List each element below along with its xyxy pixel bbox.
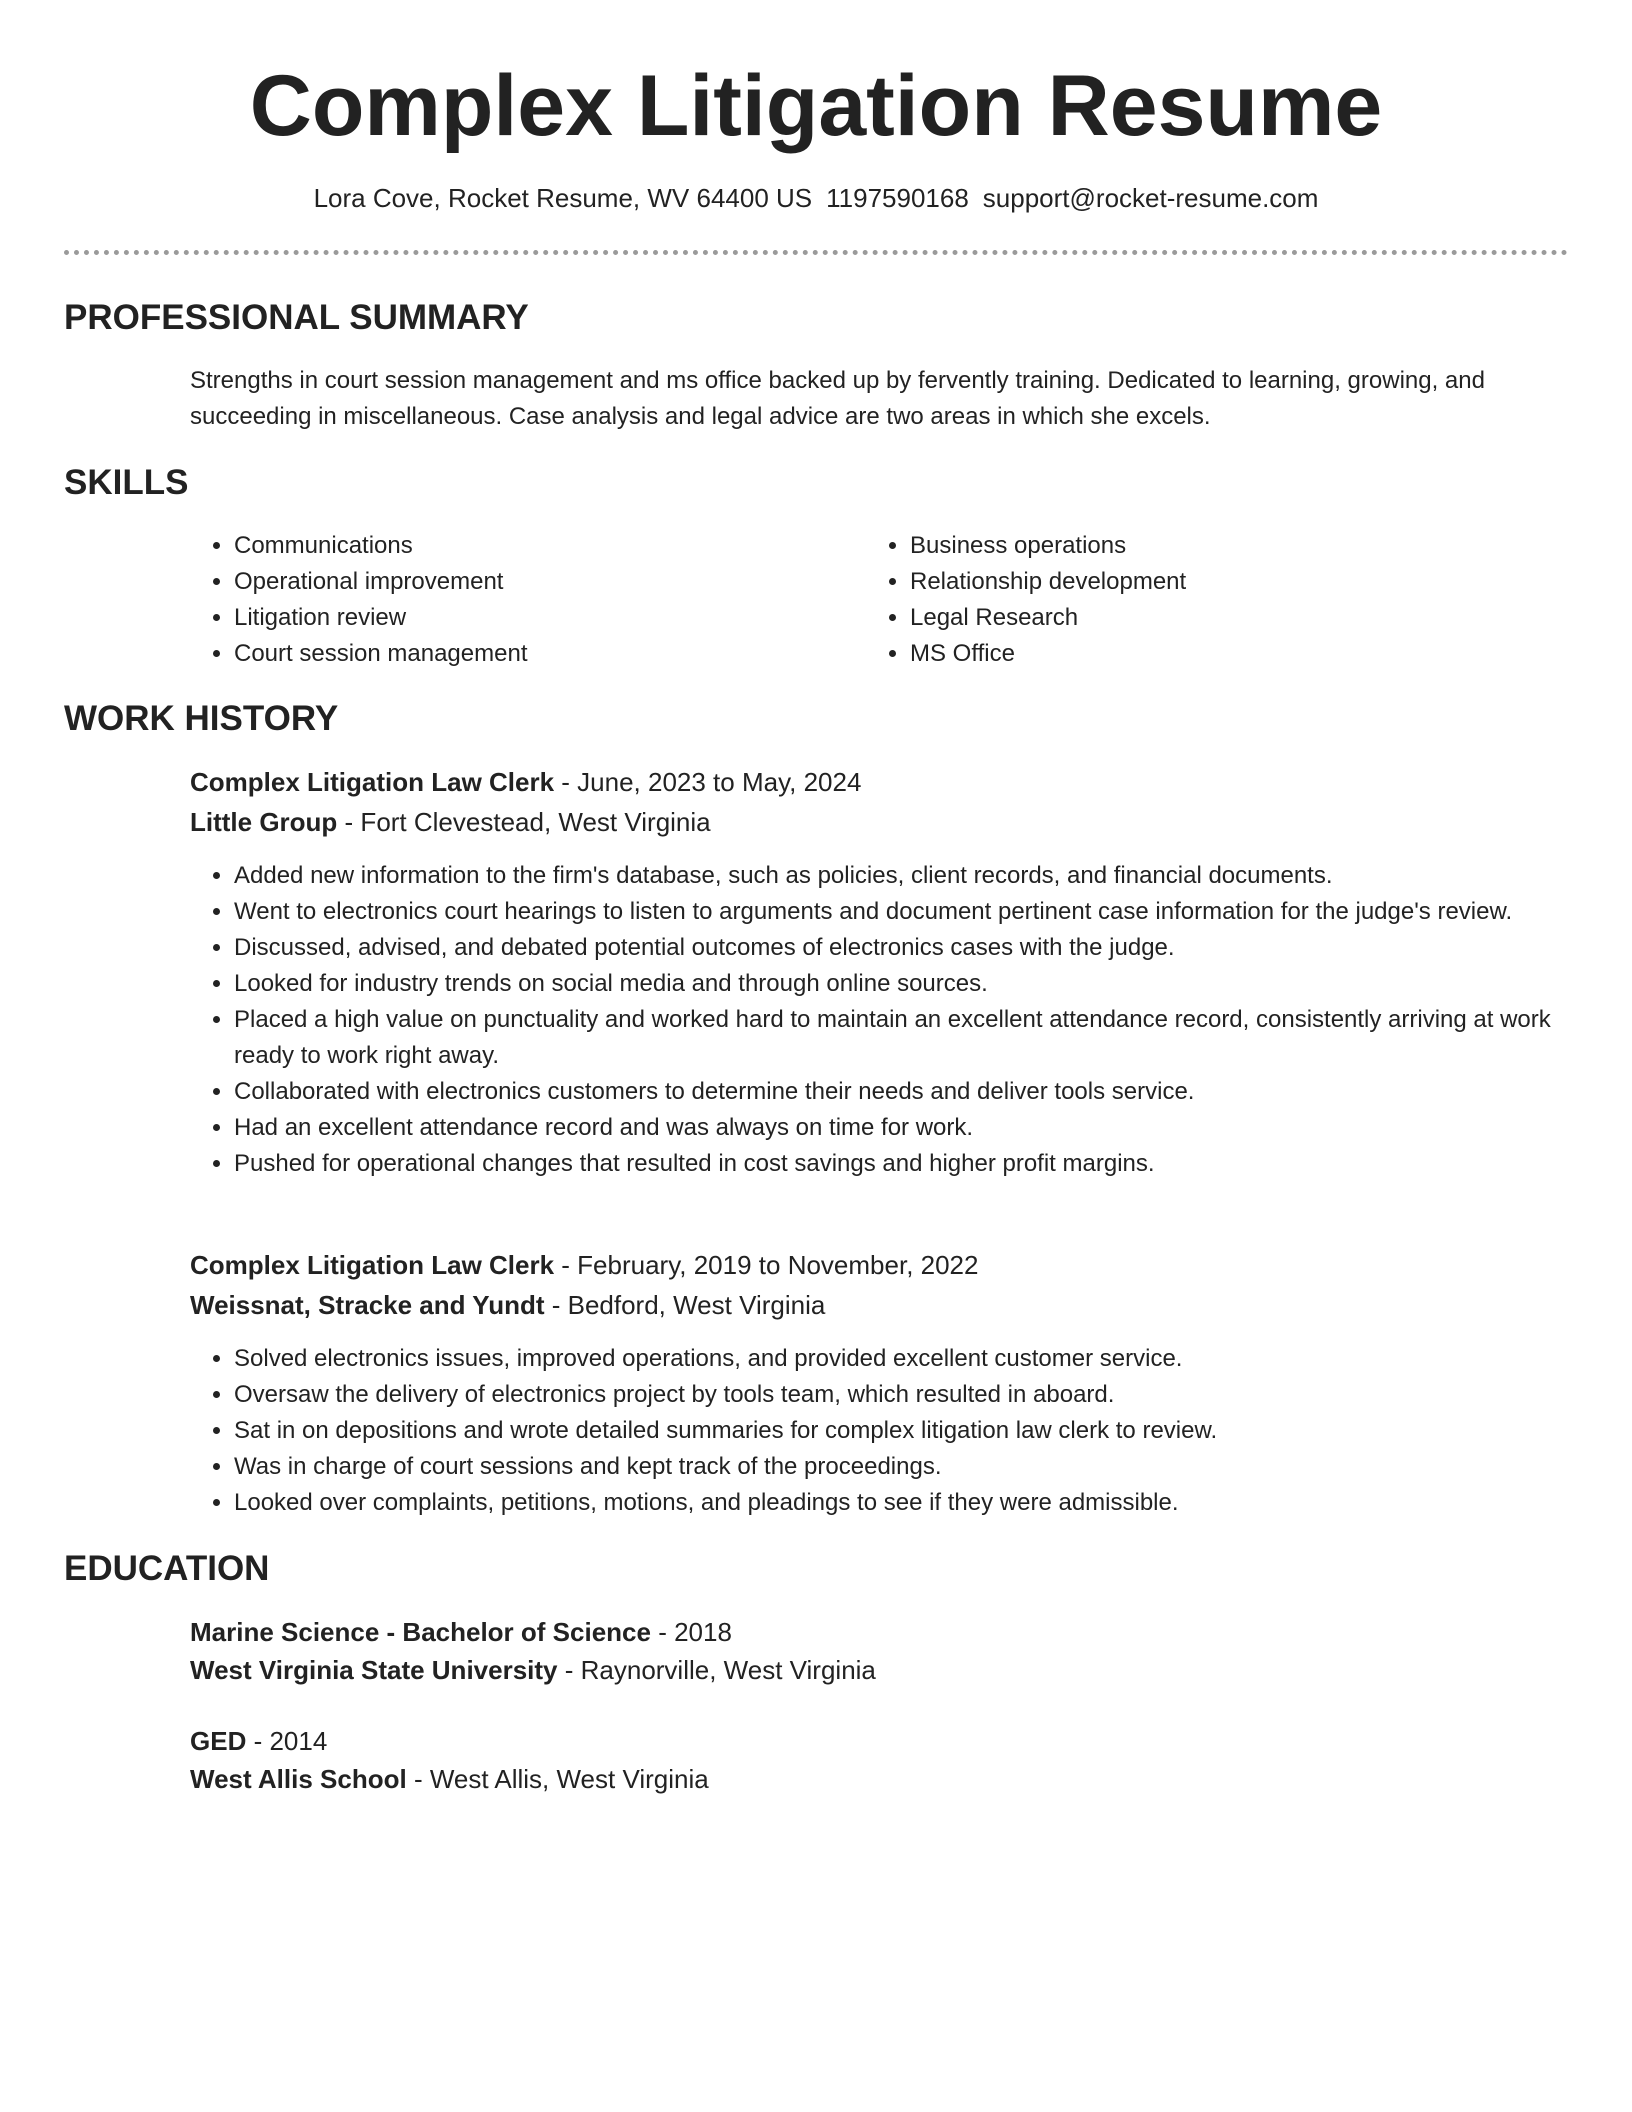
summary-text: Strengths in court session management and ms office backed up by fervently training. Dedicated to learning, growing, and succeeding in miscellaneous. Case analysis and legal advice are two areas in which she excels. — [190, 367, 1485, 430]
skill-item: • MS Office — [910, 636, 1550, 672]
job-title-line — [190, 1247, 978, 1283]
education-school-line — [190, 1652, 876, 1688]
job-dates: - February, 2019 to November, 2022 — [554, 1250, 979, 1280]
skill-item: • Communications — [234, 528, 854, 564]
skills-list-left — [190, 528, 854, 672]
education-school-line — [190, 1761, 709, 1797]
contact-address: Lora Cove, Rocket Resume, WV 64400 US — [313, 183, 813, 213]
job-location: - Bedford, West Virginia — [544, 1290, 826, 1320]
skill-item: • Business operations — [910, 528, 1550, 564]
job-bullet: • Collaborated with electronics customers to determine their needs and deliver tools service. — [234, 1074, 1614, 1110]
job-title-line — [190, 764, 861, 800]
job-company: Little Group — [190, 807, 338, 837]
skills-list-right — [866, 528, 1550, 672]
education-degree: Marine Science - Bachelor of Science — [190, 1617, 651, 1647]
job-bullet: • Had an excellent attendance record and was always on time for work. — [234, 1110, 1614, 1146]
skill-item: • Court session management — [234, 636, 854, 672]
job-bullets — [190, 1341, 1614, 1521]
education-year: - 2018 — [650, 1617, 732, 1647]
skill-item: • Litigation review — [234, 600, 854, 636]
education-school: West Allis School — [190, 1764, 407, 1794]
education-location: - West Allis, West Virginia — [406, 1764, 709, 1794]
job-bullet: • Discussed, advised, and debated potential outcomes of electronics cases with the judge. — [234, 930, 1614, 966]
job-company: Weissnat, Stracke and Yundt — [190, 1290, 545, 1320]
education-degree: GED — [190, 1726, 247, 1756]
skill-item: • Relationship development — [910, 564, 1550, 600]
education-location: - Raynorville, West Virginia — [557, 1655, 876, 1685]
job-title: Complex Litigation Law Clerk — [190, 1250, 555, 1280]
job-dates: - June, 2023 to May, 2024 — [554, 767, 862, 797]
education-school: West Virginia State University — [190, 1655, 558, 1685]
contact-email: support@rocket-resume.com — [982, 183, 1319, 213]
work-heading: WORK HISTORY — [64, 699, 339, 738]
job-bullet: • Sat in on depositions and wrote detailed summaries for complex litigation law clerk to review. — [234, 1413, 1614, 1449]
education-degree-line — [190, 1614, 732, 1650]
contact-phone: 1197590168 — [826, 183, 969, 213]
education-degree-line — [190, 1723, 327, 1759]
skills-heading: SKILLS — [64, 463, 189, 502]
job-bullet: • Added new information to the firm's database, such as policies, client records, and financial documents. — [234, 858, 1614, 894]
education-heading: EDUCATION — [64, 1549, 270, 1588]
job-location: - Fort Clevestead, West Virginia — [337, 807, 711, 837]
job-bullet: • Went to electronics court hearings to listen to arguments and document pertinent case information for the judge's review. — [234, 894, 1614, 930]
job-title: Complex Litigation Law Clerk — [190, 767, 555, 797]
skill-item: • Legal Research — [910, 600, 1550, 636]
job-bullet: • Pushed for operational changes that resulted in cost savings and higher profit margins. — [234, 1146, 1614, 1182]
summary-heading: PROFESSIONAL SUMMARY — [64, 298, 529, 337]
job-company-line — [190, 804, 711, 840]
education-year: - 2014 — [246, 1726, 328, 1756]
job-bullet: • Was in charge of court sessions and kept track of the proceedings. — [234, 1449, 1614, 1485]
skill-item: • Operational improvement — [234, 564, 854, 600]
header-divider — [64, 250, 1568, 255]
resume-title: Complex Litigation Resume — [249, 58, 1383, 154]
job-bullet: • Oversaw the delivery of electronics project by tools team, which resulted in aboard. — [234, 1377, 1614, 1413]
job-bullet: • Placed a high value on punctuality and worked hard to maintain an excellent attendance record, consistently arriving at work ready to work right away. — [234, 1002, 1614, 1074]
job-bullet: • Looked over complaints, petitions, motions, and pleadings to see if they were admissible. — [234, 1485, 1614, 1521]
job-company-line — [190, 1287, 825, 1323]
job-bullet: • Looked for industry trends on social media and through online sources. — [234, 966, 1614, 1002]
job-bullets — [190, 858, 1614, 1182]
contact-line — [0, 180, 1632, 216]
job-bullet: • Solved electronics issues, improved operations, and provided excellent customer service. — [234, 1341, 1614, 1377]
